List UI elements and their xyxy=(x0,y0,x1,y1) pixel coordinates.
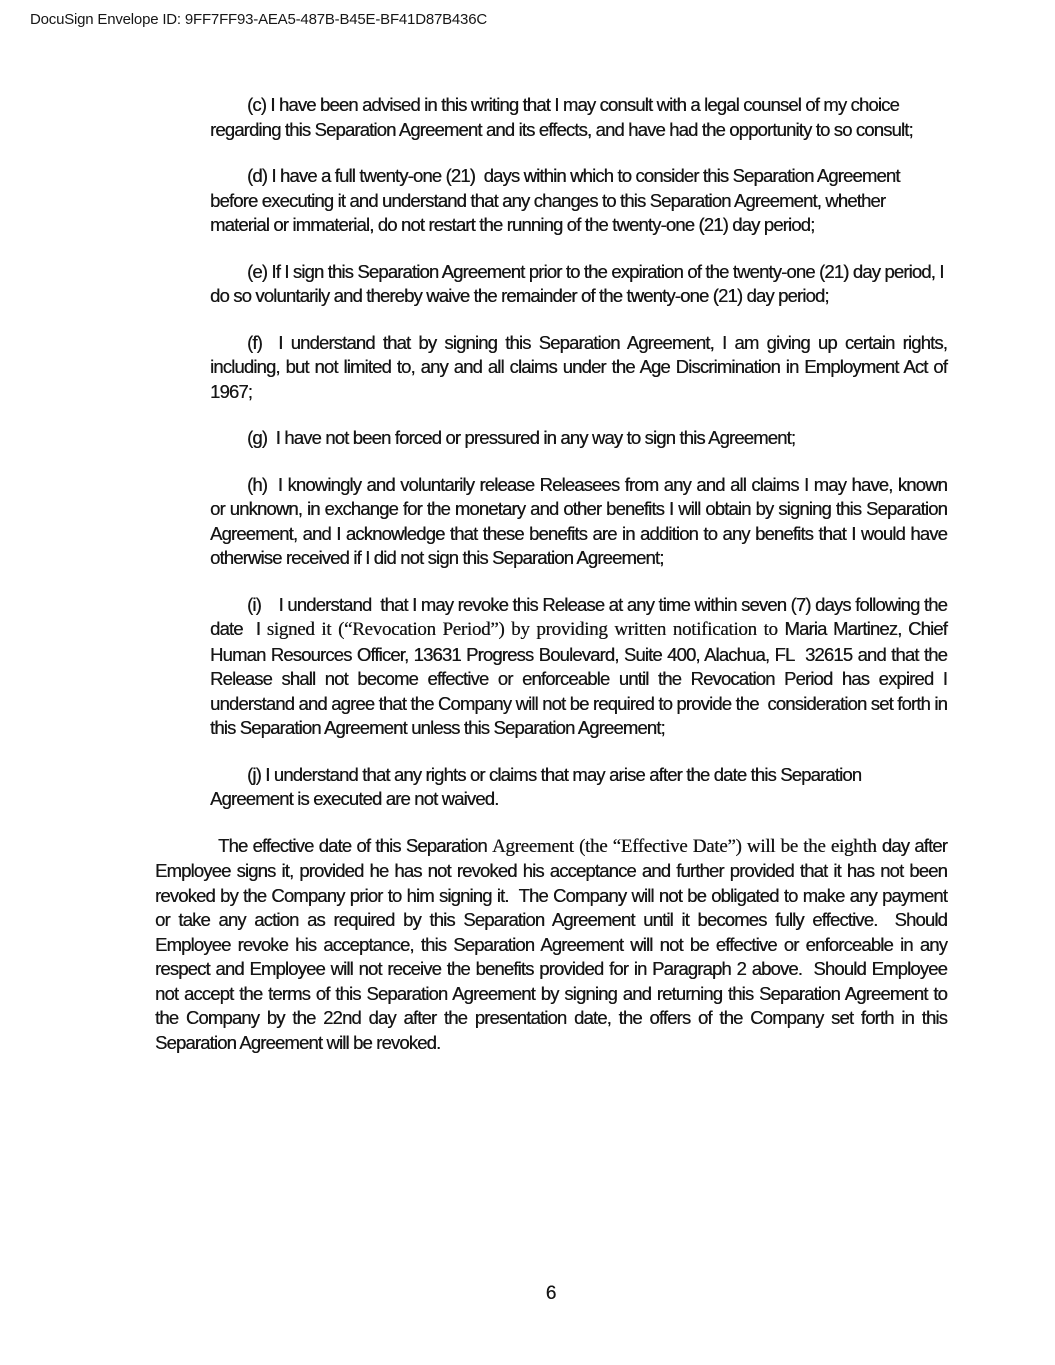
text-segment: Maria Martinez, Chief Human Resources Officer, 13631 Progress Boulevard, Suite 400, Alachua, FL 32615 and that the Release shall not become effective or enforceable until the Revocation Period has expired I understand and agree that the Company will not be required to provide the consideration set forth in this Separation Agreement unless this Separation Agreement; xyxy=(210,618,947,738)
docusign-envelope-id: DocuSign Envelope ID: 9FF7FF93-AEA5-487B-B45E-BF41D87B436C xyxy=(30,11,487,28)
text-segment: day after Employee signs it, provided he has not revoked his acceptance and further provided that it has not been revoked by the Company prior to him signing it. The Company will not be obligated to make any payment or take any action as required by this Separation Agreement until it becomes fully effective. Should Employee revoke his acceptance, this Separation Agreement will not be effective or enforceable in any respect and Employee will not receive the benefits provided for in Paragraph 2 above. Should Employee not accept the terms of this Separation Agreement by signing and returning this Separation Agreement to the Company by the 22nd day after the presentation date, the offers of the Company set forth in this Separation Agreement will be revoked. xyxy=(155,834,948,1053)
paragraph-j xyxy=(210,763,947,812)
text-segment-serif: Agreement (the “Effective Date”) will be the eighth xyxy=(491,835,882,857)
paragraph-g xyxy=(210,426,947,451)
document-body xyxy=(155,93,947,1055)
closing-paragraph xyxy=(155,834,947,1056)
paragraph-f xyxy=(210,331,947,405)
paragraph-d xyxy=(210,164,947,238)
paragraph-h xyxy=(210,473,947,571)
text-segment: (e) If I sign this Separation Agreement prior to the expiration of the twenty-one (21) day period, I do so voluntarily and thereby waive the remainder of the twenty-one (21) day period; xyxy=(210,260,944,306)
text-segment: (f) I understand that by signing this Separation Agreement, I am giving up certain rights, including, but not limited to, any and all claims under the Age Discrimination in Employment Act of 1967; xyxy=(210,331,947,402)
paragraph-e xyxy=(210,260,947,309)
text-segment-serif: signed it (“Revocation Period”) by providing written notification to xyxy=(266,619,785,640)
text-segment: (g) I have not been forced or pressured in any way to sign this Agreement; xyxy=(247,427,796,448)
text-segment: (c) I have been advised in this writing that I may consult with a legal counsel of my choice regarding this Separation Agreement and its effects, and have had the opportunity to so consult; xyxy=(210,94,913,140)
paragraph-i xyxy=(210,593,947,741)
text-segment: (h) I knowingly and voluntarily release Releasees from any and all claims I may have, known or unknown, in exchange for the monetary and other benefits I will obtain by signing this Separation Agreement, and I acknowledge that these benefits are in addition to any benefits that I would have otherwise received if I did not sign this Separation Agreement; xyxy=(210,473,947,568)
text-segment: The effective date of this Separation xyxy=(218,834,492,856)
text-segment: (i) I understand that I may revoke this Release at any time within seven (7) days following the date I xyxy=(210,593,947,639)
page-number: 6 xyxy=(545,1283,557,1304)
text-segment: (d) I have a full twenty-one (21) days within which to consider this Separation Agreement before executing it and understand that any changes to this Separation Agreement, whether material or immaterial, do not restart the running of the twenty-one (21) day period; xyxy=(210,165,900,235)
paragraph-c xyxy=(210,93,947,142)
text-segment: (j) I understand that any rights or claims that may arise after the date this Separation Agreement is executed are not waived. xyxy=(210,763,862,809)
